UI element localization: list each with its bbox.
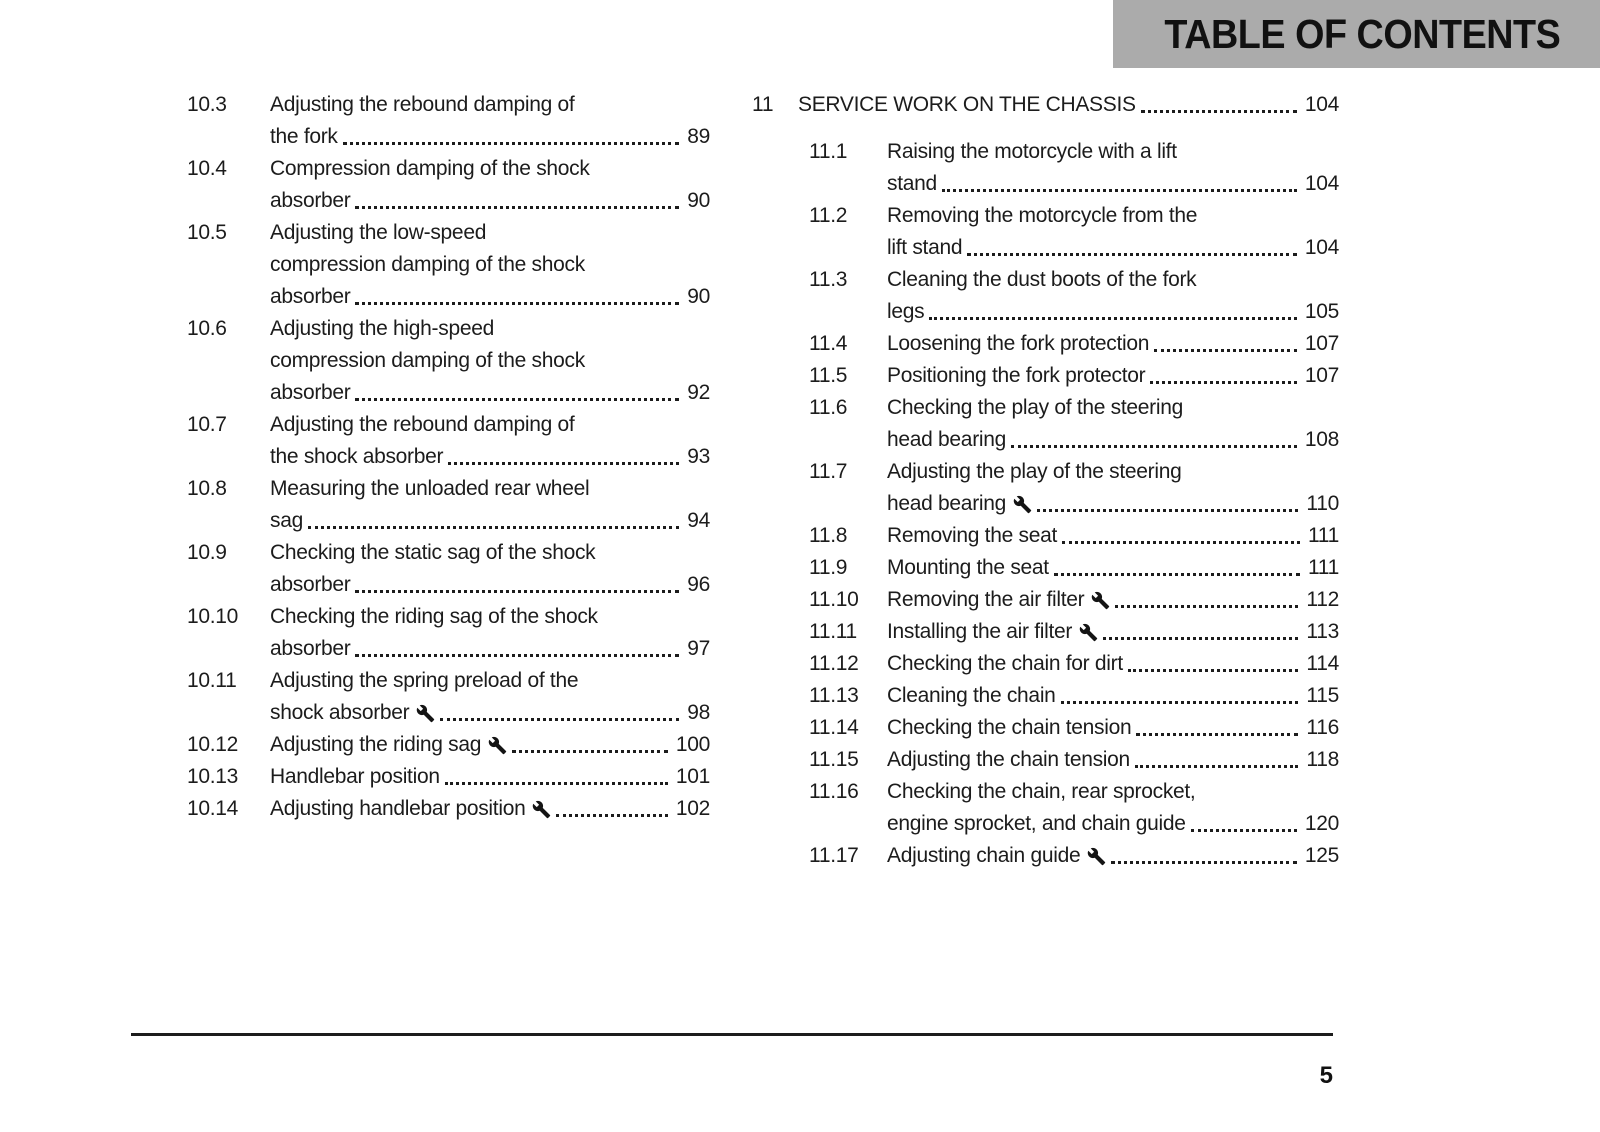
- toc-entry-lastline: [798, 89, 1339, 121]
- toc-entry-page: 92: [687, 381, 710, 404]
- dot-leader: [1054, 573, 1300, 576]
- wrench-icon: [1079, 623, 1098, 642]
- toc-entry-line: Adjusting the low-speed: [270, 221, 487, 244]
- wrench-icon: [1087, 847, 1106, 866]
- toc-entry-page: 120: [1304, 812, 1339, 835]
- toc-entry-line: Compression damping of the shock: [270, 157, 590, 180]
- toc-entry[interactable]: [187, 537, 710, 601]
- toc-entry-body: [887, 744, 1339, 776]
- toc-entry-body: [270, 313, 710, 409]
- toc-entry-page: 100: [675, 733, 710, 756]
- toc-entry-lastline: [270, 121, 710, 153]
- toc-entry-lastline: [887, 232, 1339, 264]
- dot-leader: [1115, 605, 1298, 608]
- toc-entry-number: 10.10: [187, 605, 239, 628]
- toc-entry-line: Checking the chain tension: [887, 716, 1132, 739]
- toc-entry-number: 10.4: [187, 157, 227, 180]
- toc-entry-lastline: [270, 281, 710, 313]
- toc-entry-lastline: [887, 552, 1339, 584]
- toc-entry-number: 11.3: [809, 268, 848, 291]
- footer-divider: [131, 1033, 1333, 1036]
- toc-entry[interactable]: [752, 264, 1339, 328]
- toc-entry-lastline: [887, 360, 1339, 392]
- toc-entry-line: head bearing: [887, 492, 1007, 515]
- toc-entry-line: compression damping of the shock: [270, 253, 585, 276]
- toc-entry-page: 108: [1304, 428, 1339, 451]
- toc-entry-line: legs: [887, 300, 925, 323]
- dot-leader: [355, 302, 679, 305]
- toc-entry-body: [887, 776, 1339, 840]
- toc-entry[interactable]: [752, 712, 1339, 744]
- toc-entry-page: 90: [687, 189, 710, 212]
- toc-entry-line: Adjusting the chain tension: [887, 748, 1130, 771]
- toc-entry-lastline: [887, 424, 1339, 456]
- dot-leader: [1062, 541, 1300, 544]
- toc-entry-number: 10.11: [187, 669, 237, 692]
- wrench-icon: [488, 736, 507, 755]
- toc-entry-number: 11.15: [809, 748, 859, 771]
- toc-entry-line: Mounting the seat: [887, 556, 1049, 579]
- toc-entry-number: 10.8: [187, 477, 227, 500]
- toc-entry-page: 89: [687, 125, 710, 148]
- toc-entry[interactable]: [752, 136, 1339, 200]
- toc-entry-line: lift stand: [887, 236, 963, 259]
- toc-entry-number: 10.13: [187, 765, 239, 788]
- toc-entry-number: 11.7: [809, 460, 848, 483]
- dot-leader: [308, 526, 679, 529]
- toc-entry-lastline: [887, 744, 1339, 776]
- toc-entry-line: Checking the play of the steering: [887, 396, 1183, 419]
- toc-entry-body: [270, 409, 710, 473]
- toc-entry-line: absorber: [270, 381, 351, 404]
- toc-entry-lastline: [887, 712, 1339, 744]
- dot-leader: [1061, 701, 1299, 704]
- toc-entry-lastline: [270, 793, 710, 825]
- toc-entry-line: SERVICE WORK ON THE CHASSIS: [798, 93, 1136, 116]
- toc-entry[interactable]: [752, 200, 1339, 264]
- wrench-icon: [1091, 591, 1110, 610]
- toc-entry[interactable]: [187, 473, 710, 537]
- page-number: 5: [1319, 1062, 1333, 1089]
- toc-entry[interactable]: [752, 392, 1339, 456]
- toc-entry-body: [270, 217, 710, 313]
- toc-entry-page: 112: [1306, 588, 1339, 611]
- toc-entry-page: 104: [1304, 172, 1339, 195]
- toc-entry-line: Adjusting the play of the steering: [887, 460, 1182, 483]
- toc-entry-line: the fork: [270, 125, 338, 148]
- toc-entry-number: 10.3: [187, 93, 227, 116]
- toc-entry-line: Adjusting the rebound damping of: [270, 93, 575, 116]
- toc-entry[interactable]: [187, 665, 710, 729]
- toc-entry-lastline: [270, 697, 710, 729]
- toc-entry-body: [887, 840, 1339, 872]
- toc-entry-line: absorber: [270, 189, 351, 212]
- toc-entry-page: 96: [687, 573, 710, 596]
- toc-entry-body: [270, 153, 710, 217]
- toc-entry-body: [270, 601, 710, 665]
- toc-entry-page: 107: [1304, 332, 1339, 355]
- toc-entry[interactable]: [752, 584, 1339, 616]
- toc-entry-number: 10.9: [187, 541, 227, 564]
- toc-entry-line: shock absorber: [270, 701, 410, 724]
- toc-entry-line: Checking the chain for dirt: [887, 652, 1123, 675]
- toc-entry-lastline: [270, 441, 710, 473]
- toc-entry-lastline: [270, 761, 710, 793]
- toc-entry-number: 11: [752, 93, 774, 116]
- toc-entry[interactable]: [752, 89, 1339, 121]
- toc-entry[interactable]: [187, 313, 710, 409]
- toc-entry-line: Adjusting the rebound damping of: [270, 413, 575, 436]
- dot-leader: [343, 142, 680, 145]
- toc-entry-lastline: [270, 505, 710, 537]
- dot-leader: [355, 654, 679, 657]
- toc-entry[interactable]: [187, 601, 710, 665]
- toc-entry-number: 11.9: [809, 556, 848, 579]
- wrench-icon: [1013, 495, 1032, 514]
- dot-leader: [556, 814, 667, 817]
- toc-entry-lastline: [887, 680, 1339, 712]
- toc-entry-body: [887, 456, 1339, 520]
- toc-entry[interactable]: [187, 793, 710, 825]
- toc-entry-page: 93: [687, 445, 710, 468]
- toc-entry-line: Measuring the unloaded rear wheel: [270, 477, 590, 500]
- toc-entry-body: [887, 552, 1339, 584]
- toc-entry-page: 125: [1304, 844, 1339, 867]
- toc-entry-number: 11.12: [809, 652, 859, 675]
- toc-entry-line: Raising the motorcycle with a lift: [887, 140, 1177, 163]
- toc-entry-line: Cleaning the chain: [887, 684, 1056, 707]
- toc-entry-number: 11.17: [809, 844, 859, 867]
- toc-entry-number: 11.13: [809, 684, 859, 707]
- toc-entry-line: the shock absorber: [270, 445, 444, 468]
- toc-entry[interactable]: [187, 761, 710, 793]
- dot-leader: [440, 718, 679, 721]
- toc-entry-number: 10.7: [187, 413, 227, 436]
- toc-entry-body: [887, 648, 1339, 680]
- dot-leader: [1011, 445, 1297, 448]
- toc-entry-page: 94: [687, 509, 710, 532]
- toc-entry[interactable]: [187, 729, 710, 761]
- toc-entry-line: Adjusting the riding sag: [270, 733, 482, 756]
- toc-entry-line: Adjusting the high-speed: [270, 317, 494, 340]
- toc-entry-page: 110: [1306, 492, 1339, 515]
- dot-leader: [1135, 765, 1299, 768]
- dot-leader: [448, 462, 679, 465]
- toc-entry-page: 104: [1304, 236, 1339, 259]
- dot-leader: [1111, 861, 1297, 864]
- toc-entry-lastline: [887, 584, 1339, 616]
- toc-entry-line: Adjusting handlebar position: [270, 797, 526, 820]
- toc-entry-lastline: [887, 488, 1339, 520]
- dot-leader: [1136, 733, 1298, 736]
- toc-entry-page: 90: [687, 285, 710, 308]
- toc-entry-body: [887, 328, 1339, 360]
- dot-leader: [1154, 349, 1297, 352]
- toc-entry-lastline: [887, 808, 1339, 840]
- toc-entry-lastline: [887, 328, 1339, 360]
- dot-leader: [355, 206, 679, 209]
- toc-entry[interactable]: [752, 520, 1339, 552]
- toc-entry-number: 11.5: [809, 364, 848, 387]
- dot-leader: [1141, 110, 1297, 113]
- toc-entry[interactable]: [187, 89, 710, 153]
- toc-entry-page: 104: [1304, 93, 1339, 116]
- toc-entry-page: 111: [1307, 524, 1339, 547]
- toc-entry-page: 111: [1307, 556, 1339, 579]
- toc-entry-page: 105: [1304, 300, 1339, 323]
- toc-entry-line: Checking the riding sag of the shock: [270, 605, 598, 628]
- toc-entry-lastline: [887, 648, 1339, 680]
- toc-entry[interactable]: [752, 456, 1339, 520]
- toc-entry-page: 116: [1306, 716, 1339, 739]
- toc-entry-number: 11.10: [809, 588, 859, 611]
- toc-entry-line: Positioning the fork protector: [887, 364, 1146, 387]
- toc-entry[interactable]: [752, 680, 1339, 712]
- toc-entry-line: Removing the seat: [887, 524, 1057, 547]
- toc-entry-number: 10.5: [187, 221, 227, 244]
- toc-entry-line: engine sprocket, and chain guide: [887, 812, 1186, 835]
- toc-entry-number: 11.14: [809, 716, 859, 739]
- toc-entry[interactable]: [752, 616, 1339, 648]
- toc-entry-number: 10.12: [187, 733, 239, 756]
- toc-entry-lastline: [887, 840, 1339, 872]
- toc-entry-number: 11.2: [809, 204, 848, 227]
- page-title: TABLE OF CONTENTS: [1164, 10, 1560, 57]
- toc-entry-page: 97: [687, 637, 710, 660]
- dot-leader: [929, 317, 1297, 320]
- toc-entry-number: 11.4: [809, 332, 848, 355]
- toc-entry-line: Cleaning the dust boots of the fork: [887, 268, 1197, 291]
- dot-leader: [967, 253, 1297, 256]
- dot-leader: [1037, 509, 1298, 512]
- toc-entry-line: Installing the air filter: [887, 620, 1073, 643]
- toc-entry-lastline: [270, 569, 710, 601]
- wrench-icon: [416, 704, 435, 723]
- toc-entry-lastline: [270, 185, 710, 217]
- toc-column-left: [187, 89, 710, 825]
- toc-entry-line: Removing the motorcycle from the: [887, 204, 1198, 227]
- toc-entry-page: 118: [1306, 748, 1339, 771]
- toc-entry-number: 10.14: [187, 797, 239, 820]
- dot-leader: [445, 782, 668, 785]
- dot-leader: [512, 750, 668, 753]
- dot-leader: [1191, 829, 1297, 832]
- toc-entry-body: [887, 264, 1339, 328]
- toc-entry[interactable]: [752, 552, 1339, 584]
- toc-entry-lastline: [887, 616, 1339, 648]
- toc-entry-number: 11.6: [809, 396, 848, 419]
- toc-entry-line: Adjusting the spring preload of the: [270, 669, 579, 692]
- toc-entry-lastline: [270, 377, 710, 409]
- toc-entry-page: 98: [687, 701, 710, 724]
- toc-entry[interactable]: [752, 328, 1339, 360]
- dot-leader: [1128, 669, 1299, 672]
- toc-entry-line: Loosening the fork protection: [887, 332, 1150, 355]
- toc-entry-line: absorber: [270, 573, 351, 596]
- toc-entry-line: sag: [270, 509, 303, 532]
- toc-entry[interactable]: [752, 648, 1339, 680]
- toc-entry-lastline: [270, 729, 710, 761]
- toc-entry-body: [270, 729, 710, 761]
- toc-entry-line: head bearing: [887, 428, 1007, 451]
- toc-entry-lastline: [887, 168, 1339, 200]
- toc-entry-body: [270, 473, 710, 537]
- dot-leader: [942, 189, 1297, 192]
- page-header-banner: [1113, 0, 1600, 68]
- toc-entry-page: 107: [1304, 364, 1339, 387]
- toc-entry-page: 101: [675, 765, 710, 788]
- toc-entry-body: [270, 793, 710, 825]
- toc-entry-number: 11.16: [809, 780, 859, 803]
- toc-entry-lastline: [270, 633, 710, 665]
- toc-entry-line: stand: [887, 172, 937, 195]
- toc-entry-number: 11.11: [809, 620, 857, 643]
- toc-entry[interactable]: [187, 409, 710, 473]
- toc-entry-lastline: [887, 296, 1339, 328]
- toc-entry-line: Handlebar position: [270, 765, 440, 788]
- toc-entry[interactable]: [752, 744, 1339, 776]
- toc-entry-body: [887, 360, 1339, 392]
- toc-entry-body: [270, 89, 710, 153]
- toc-entry-line: Removing the air filter: [887, 588, 1085, 611]
- toc-entry-body: [887, 392, 1339, 456]
- toc-entry-body: [887, 200, 1339, 264]
- toc-entry-number: 10.6: [187, 317, 227, 340]
- toc-entry-body: [798, 89, 1339, 121]
- toc-entry-page: 113: [1306, 620, 1339, 643]
- toc-entry-line: Adjusting chain guide: [887, 844, 1081, 867]
- toc-entry-page: 114: [1306, 652, 1339, 675]
- toc-entry-page: 115: [1306, 684, 1339, 707]
- toc-column-right: [752, 89, 1339, 872]
- toc-entry-body: [270, 761, 710, 793]
- toc-entry-body: [887, 520, 1339, 552]
- toc-entry-number: 11.1: [809, 140, 848, 163]
- toc-entry-body: [887, 712, 1339, 744]
- dot-leader: [1103, 637, 1298, 640]
- dot-leader: [355, 398, 679, 401]
- toc-entry[interactable]: [187, 217, 710, 313]
- toc-entry-page: 102: [675, 797, 710, 820]
- toc-entry-line: absorber: [270, 285, 351, 308]
- toc-entry-line: compression damping of the shock: [270, 349, 585, 372]
- toc-entry-body: [270, 537, 710, 601]
- toc-entry[interactable]: [187, 153, 710, 217]
- dot-leader: [1150, 381, 1297, 384]
- toc-entry[interactable]: [752, 360, 1339, 392]
- toc-entry-body: [887, 584, 1339, 616]
- toc-entry-body: [887, 616, 1339, 648]
- toc-entry-body: [887, 136, 1339, 200]
- wrench-icon: [532, 800, 551, 819]
- toc-entry-lastline: [887, 520, 1339, 552]
- dot-leader: [355, 590, 679, 593]
- toc-entry-number: 11.8: [809, 524, 848, 547]
- toc-entry[interactable]: [752, 840, 1339, 872]
- toc-entry[interactable]: [752, 776, 1339, 840]
- toc-entry-line: Checking the static sag of the shock: [270, 541, 596, 564]
- toc-entry-body: [887, 680, 1339, 712]
- toc-entry-body: [270, 665, 710, 729]
- toc-entry-line: Checking the chain, rear sprocket,: [887, 780, 1196, 803]
- toc-entry-line: absorber: [270, 637, 351, 660]
